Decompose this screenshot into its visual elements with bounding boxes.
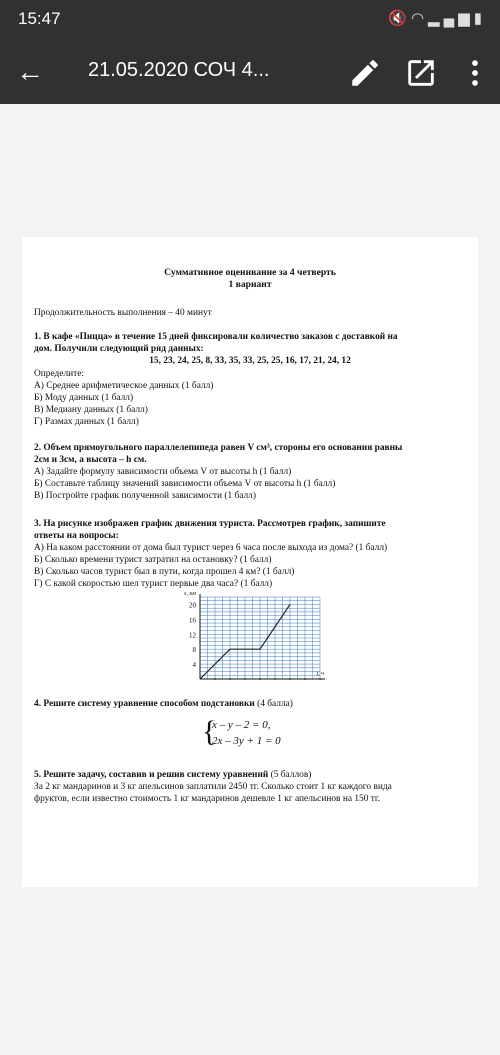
q1-item-b: Б) Моду данных (1 балл) <box>34 393 134 403</box>
back-arrow-icon[interactable]: ← <box>16 56 44 87</box>
q3-item-d: Г) С какой скоростью шел турист первые два часа? (1 балл) <box>34 579 273 589</box>
q5-points: (5 баллов) <box>268 770 312 780</box>
equation-system <box>202 715 312 748</box>
y-tick-label: 12 <box>189 631 196 640</box>
x-tick-mark <box>304 678 306 680</box>
battery-icon: ▮ <box>473 10 486 27</box>
q3-item-a: А) На каком расстоянии от дома был турист через 6 часа после выхода из дома? (1 балл) <box>34 543 388 553</box>
x-tick-mark <box>319 678 321 680</box>
wifi-icon: ◠ <box>410 10 429 27</box>
y-tick-label: 16 <box>189 616 196 625</box>
x-tick-mark <box>274 678 276 680</box>
app-bar <box>0 40 500 104</box>
status-time: 15:47 <box>18 9 61 28</box>
equation-2: 2x – 3y + 1 = 0 <box>212 735 281 747</box>
q4-points: (4 балла) <box>254 699 293 709</box>
header-variant: 1 вариант <box>228 279 272 290</box>
y-tick-label: 20 <box>189 601 196 610</box>
q1-item-a: А) Среднее арифметическое данных (1 балл) <box>34 381 214 391</box>
q1-item-c: В) Медиану данных (1 балл) <box>34 405 148 415</box>
q2-line1: 2. Объем прямоугольного параллелепипеда равен V см³, стороны его основания равны <box>34 443 403 453</box>
q2-item-a: А) Задайте формулу зависимости объема V от высоты h (1 балл) <box>34 467 292 477</box>
y-tick-label: 4 <box>192 661 196 670</box>
y-tick-label: 8 <box>192 646 196 655</box>
document-header <box>22 267 478 291</box>
q5-title-text: 5. Решите задачу, составив и решив систему уравнений <box>34 770 269 780</box>
mute-icon: 🔇 <box>388 10 411 27</box>
q1-data-row: 15, 23, 24, 25, 8, 33, 35, 33, 25, 25, 16, 17, 21, 24, 12 <box>149 356 351 366</box>
x-tick-mark <box>214 678 216 680</box>
tourist-motion-chart <box>170 589 330 694</box>
status-bar <box>0 0 500 40</box>
q3-item-b: Б) Сколько времени турист затратил на остановку? (1 балл) <box>34 555 272 565</box>
q5-title <box>34 769 311 781</box>
q1-item-d: Г) Размах данных (1 балл) <box>34 417 139 427</box>
q3-line1: 3. На рисунке изображен график движения туриста. Рассмотрев график, запишите <box>34 519 386 529</box>
status-icons <box>388 9 486 27</box>
q4-title-text: 4. Решите систему уравнение способом подстановки <box>34 699 255 709</box>
q2-item-b: Б) Составьте таблицу значений зависимости объема V от высоты h (1 балл) <box>34 479 336 489</box>
system-brace: { <box>202 715 217 748</box>
document-page[interactable] <box>22 237 478 887</box>
q3-line2: ответы на вопросы: <box>34 531 119 541</box>
header-title: Суммативное оценивание за 4 четверть <box>164 267 336 278</box>
open-external-icon[interactable] <box>404 56 438 90</box>
q1-line2: дом. Получили следующий ряд данных: <box>34 344 204 354</box>
q1-define: Определите: <box>34 369 85 379</box>
more-vert-icon[interactable] <box>458 56 492 90</box>
x-tick-mark <box>244 678 246 680</box>
x-tick-mark <box>229 678 231 680</box>
q5-line2: фруктов, если известно стоимость 1 кг мандаринов дешевле 1 кг апельсинов на 150 тг. <box>34 794 380 804</box>
edit-pencil-icon[interactable] <box>348 56 382 90</box>
q1-line1: 1. В кафе «Пицца» в течение 15 дней фиксировали количество заказов с доставкой на <box>34 332 398 342</box>
q2-line2: 2см и 3см, а высота – h см. <box>34 455 147 465</box>
q4-title <box>34 698 293 710</box>
x-axis-label: t, ч <box>316 671 324 677</box>
x-tick-mark <box>259 678 261 680</box>
q5-line1: За 2 кг мандаринов и 3 кг апельсинов заплатили 2450 тг. Сколько стоит 1 кг каждого вида <box>34 782 392 792</box>
x-tick-mark <box>289 678 291 680</box>
y-axis-label: s, км <box>184 591 196 597</box>
signal-icon: ▂▄▆ <box>428 10 474 27</box>
equation-1: x – y – 2 = 0, <box>212 719 271 731</box>
duration-text: Продолжительность выполнения – 40 минут <box>34 308 212 318</box>
q2-item-c: В) Постройте график полученной зависимости (1 балл) <box>34 491 256 501</box>
q3-item-c: В) Сколько часов турист был в пути, когда прошел 4 км? (1 балл) <box>34 567 295 577</box>
document-title: 21.05.2020 СОЧ 4... <box>88 59 270 81</box>
